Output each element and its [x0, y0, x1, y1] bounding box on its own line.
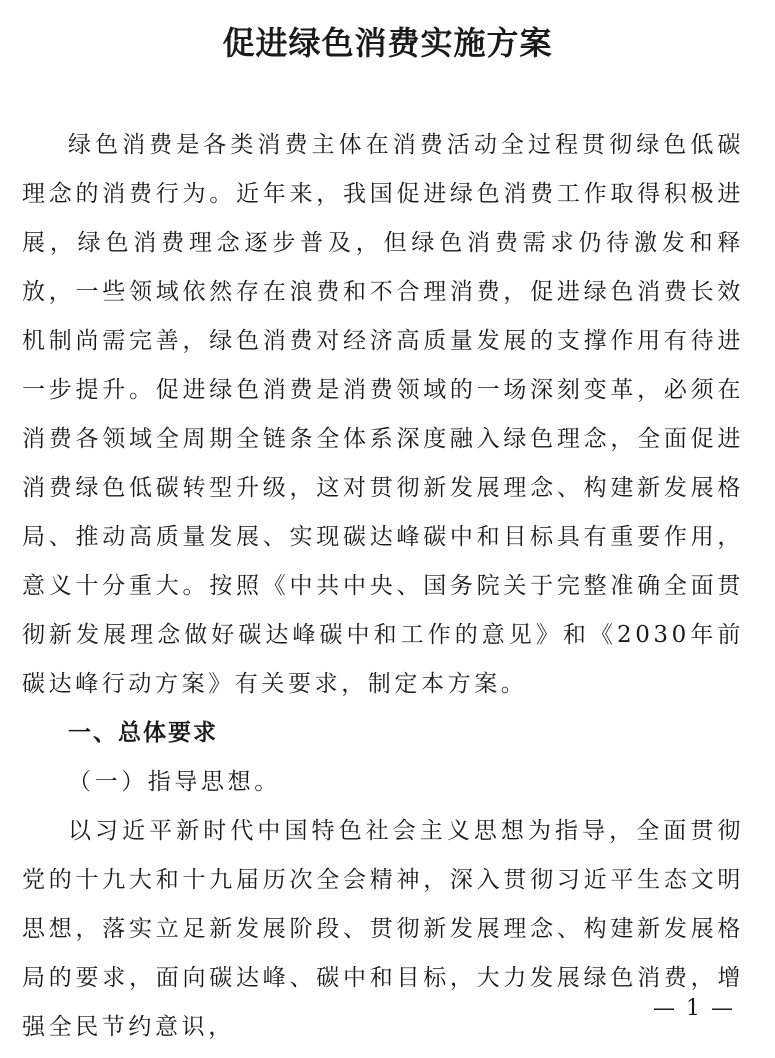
document-body — [22, 121, 744, 1052]
guiding-paragraph: 以习近平新时代中国特色社会主义思想为指导，全面贯彻党的十九大和十九届历次全会精神，深入贯彻习近平生态文明思想，落实立足新发展阶段、贯彻新发展理念、构建新发展格局的要求，面向碳达峰、碳中和目标，大力发展绿色消费，增强全民节约意识， — [22, 818, 744, 1040]
subsection-heading: （一）指导思想。 — [68, 769, 281, 795]
page-number: — 1 — — [653, 996, 735, 1021]
section-heading: 一、总体要求 — [68, 720, 218, 746]
intro-paragraph: 绿色消费是各类消费主体在消费活动全过程贯彻绿色低碳理念的消费行为。近年来，我国促进绿色消费工作取得积极进展，绿色消费理念逐步普及，但绿色消费需求仍待激发和释放，一些领域依然存在浪费和不合理消费，促进绿色消费长效机制尚需完善，绿色消费对经济高质量发展的支撑作用有待进一步提升。促进绿色消费是消费领域的一场深刻变革，必须在消费各领域全周期全链条全体系深度融入绿色理念，全面促进消费绿色低碳转型升级，这对贯彻新发展理念、构建新发展格局、推动高质量发展、实现碳达峰碳中和目标具有重要作用，意义十分重大。按照《中共中央、国务院关于完整准确全面贯彻新发展理念做好碳达峰碳中和工作的意见》和《2030年前碳达峰行动方案》有关要求，制定本方案。 — [22, 132, 744, 697]
document-title: 促进绿色消费实施方案 — [222, 24, 553, 62]
